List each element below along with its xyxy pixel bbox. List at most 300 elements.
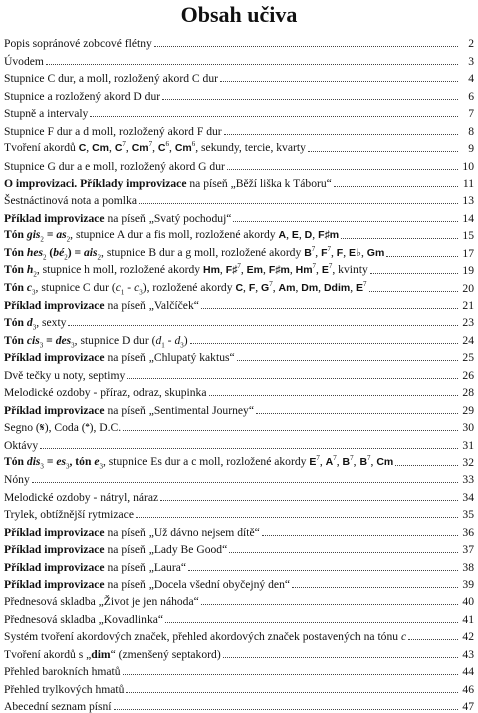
table-of-contents: [4, 33, 474, 713]
toc-page-number: 25: [462, 351, 474, 365]
toc-entry-text: B: [359, 455, 368, 468]
toc-entry-text: cis: [26, 333, 40, 347]
toc-entry-text: D: [304, 229, 313, 242]
toc-entry-text: Cm: [131, 142, 149, 155]
toc-entry-text: na píseň „Lady Be Good“: [104, 543, 228, 557]
toc-entry-text: O improvizaci. Příklady improvizace: [4, 176, 187, 190]
toc-entry-text: ,: [243, 280, 249, 294]
toc-entry: [4, 207, 474, 224]
dot-leader: [123, 674, 458, 675]
toc-entry-title: [4, 508, 134, 521]
toc-entry: [4, 155, 474, 172]
toc-entry-text: 7: [316, 454, 320, 463]
toc-entry-title: [4, 281, 367, 295]
toc-entry-text: e: [94, 454, 100, 468]
toc-entry-text: B: [304, 246, 312, 259]
toc-entry-text: F♯: [225, 264, 238, 277]
toc-entry: [4, 469, 474, 486]
toc-entry-text: es: [56, 454, 66, 468]
dot-leader: [209, 395, 458, 396]
dot-leader: [127, 378, 458, 379]
toc-entry-text: 3: [32, 323, 37, 332]
toc-entry: [4, 626, 474, 643]
toc-entry-title: [4, 491, 158, 504]
toc-entry-text: 2: [40, 235, 44, 244]
toc-entry-text: na píseň „Běží liška k Táboru“: [186, 176, 332, 190]
toc-entry-text: ,: [312, 228, 319, 242]
toc-entry: [4, 85, 474, 102]
toc-entry-text: E: [309, 455, 317, 468]
toc-entry-text: 7: [311, 244, 316, 253]
dot-leader: [292, 587, 458, 588]
toc-entry-text: Šestnáctinová nota a pomlka: [4, 194, 137, 208]
toc-entry-text: 7: [122, 140, 126, 149]
toc-page-number: 28: [462, 386, 474, 400]
toc-entry-text: C: [235, 281, 244, 294]
toc-entry: [4, 382, 474, 399]
toc-entry: [4, 643, 474, 660]
toc-entry: [4, 120, 474, 137]
toc-entry-text: Příklad improvizace: [4, 211, 105, 225]
toc-entry: [4, 33, 474, 50]
dot-leader: [32, 482, 458, 483]
dot-leader: [334, 186, 458, 187]
toc-entry-text: Trylek, obtížnější rytmizace: [4, 508, 134, 522]
toc-entry-text: Cm: [174, 142, 192, 155]
toc-entry-title: [4, 473, 30, 486]
dot-leader: [139, 203, 458, 204]
toc-entry-text: 3: [40, 462, 44, 471]
toc-page-number: 13: [462, 194, 474, 208]
toc-entry-text: Přednesová skladba „Kovadlinka“: [4, 612, 164, 626]
dot-leader: [386, 256, 458, 257]
dot-leader: [237, 360, 458, 361]
toc-entry-text: Tvoření akordů: [4, 141, 79, 155]
toc-entry-text: 2: [43, 253, 47, 261]
toc-entry-text: Příklad improvizace: [4, 351, 105, 365]
dot-leader: [40, 448, 458, 449]
toc-entry-text: ,: [295, 280, 302, 294]
toc-entry: [4, 608, 474, 625]
toc-entry-text: ,: [331, 245, 337, 259]
toc-entry-title: [4, 526, 260, 539]
toc-entry-text: ,: [263, 263, 269, 277]
toc-entry-text: 3: [99, 462, 103, 471]
toc-page-number: 35: [462, 508, 474, 522]
toc-entry: [4, 138, 474, 155]
toc-entry-text: , stupnice C dur (: [35, 280, 116, 294]
toc-entry-title: [4, 351, 235, 364]
toc-entry: [4, 190, 474, 207]
toc-entry-text: A: [278, 229, 287, 242]
toc-entry-text: F♯m: [268, 264, 290, 277]
toc-entry-text: na píseň „Docela všední obyčejný den“: [104, 578, 291, 591]
toc-entry-title: [4, 246, 384, 260]
dot-leader: [188, 570, 458, 571]
toc-entry-text: Gm: [366, 246, 385, 259]
toc-entry-text: Cm: [376, 455, 394, 468]
toc-entry-text: -: [164, 333, 175, 347]
dot-leader: [201, 308, 458, 309]
toc-entry-text: na píseň „Valčíček“: [104, 299, 199, 312]
toc-entry-title: [4, 177, 332, 190]
dot-leader: [408, 639, 458, 640]
toc-entry-text: 3: [32, 287, 36, 296]
toc-entry-text: Hm: [202, 264, 220, 277]
toc-entry-text: c: [26, 280, 33, 294]
toc-entry: [4, 661, 474, 678]
toc-entry-text: 3: [139, 287, 143, 296]
toc-page-number: 9: [468, 142, 474, 156]
toc-entry: [4, 417, 474, 434]
toc-entry-text: 6: [191, 140, 196, 149]
toc-entry-text: 7: [367, 454, 371, 463]
toc-entry-text: 7: [237, 262, 241, 271]
toc-entry-text: ,: [360, 245, 367, 259]
toc-entry: [4, 696, 474, 713]
toc-entry-text: ,: [152, 141, 158, 155]
toc-entry-text: , stupnice A dur a fis moll, rozložené akordy: [70, 228, 279, 242]
toc-page-number: 34: [462, 490, 474, 504]
toc-entry-text: ,: [169, 141, 175, 155]
toc-entry: [4, 329, 474, 350]
toc-entry-text: E: [356, 281, 364, 294]
toc-entry-title: [4, 683, 124, 696]
toc-entry-text: Stupnice F dur a d moll, rozložený akord F dur: [4, 124, 222, 138]
toc-entry-text: 1: [161, 341, 165, 350]
toc-entry-text: , stupnice B dur a g moll, rozložené akordy: [101, 245, 305, 259]
dot-leader: [165, 622, 458, 623]
toc-entry-title: [4, 194, 137, 207]
toc-entry-text: Cm: [92, 142, 110, 155]
toc-entry-text: ,: [289, 263, 296, 277]
toc-entry-title: [4, 90, 160, 103]
toc-page-number: 19: [462, 264, 474, 278]
toc-entry-text: Úvodem: [4, 54, 44, 68]
toc-entry-text: c: [400, 630, 407, 644]
toc-entry-text: Tón: [4, 263, 27, 277]
toc-entry-title: [4, 299, 199, 312]
toc-entry-text: ,: [86, 141, 93, 155]
toc-entry-text: Přednesová skladba „Život je jen náhoda“: [4, 595, 199, 609]
toc-entry-text: “ (zmenšený septakord): [110, 647, 221, 661]
toc-entry-text: ,: [255, 280, 262, 294]
toc-entry-title: [4, 613, 163, 626]
toc-entry-text: Tvoření akordů s „: [4, 647, 92, 661]
toc-entry-text: Em: [246, 264, 264, 277]
toc-entry-text: des: [55, 333, 72, 347]
toc-entry-text: 3: [39, 341, 44, 350]
toc-page-number: 23: [462, 316, 474, 330]
toc-page-number: 7: [468, 107, 474, 121]
toc-entry: [4, 556, 474, 573]
toc-entry-text: E: [321, 264, 329, 277]
toc-entry-text: 7: [312, 262, 317, 271]
toc-entry-text: Popis sopránové zobcové flétny: [4, 37, 152, 51]
toc-entry-text: dis: [26, 454, 41, 468]
toc-entry-text: 7: [328, 262, 333, 271]
toc-page-number: 32: [462, 455, 474, 469]
dot-leader: [262, 535, 458, 536]
toc-entry-title: [4, 421, 121, 434]
dot-leader: [370, 273, 458, 274]
dot-leader: [395, 465, 458, 466]
toc-entry-text: Nóny: [4, 473, 30, 487]
toc-entry: [4, 68, 474, 85]
dot-leader: [227, 169, 458, 170]
toc-page-number: 15: [462, 229, 474, 243]
toc-entry-title: [4, 630, 406, 643]
toc-entry-text: C: [114, 142, 123, 155]
toc-page-number: 14: [462, 211, 474, 225]
dot-leader: [154, 46, 458, 47]
toc-entry-text: Melodické ozdoby - nátryl, náraz: [4, 490, 159, 504]
toc-entry-text: ), rozložené akordy: [142, 280, 236, 294]
toc-entry-text: Stupnice G dur a e moll, rozložený akord G dur: [4, 159, 225, 173]
toc-entry-text: Stupnice a rozložený akord D dur: [4, 89, 161, 103]
toc-page-number: 21: [462, 299, 474, 312]
toc-entry-text: c: [134, 280, 140, 294]
toc-entry-text: 3: [66, 462, 70, 471]
toc-entry-text: E♭: [349, 246, 361, 259]
toc-entry-text: Tón: [4, 316, 27, 330]
toc-entry-text: 7: [363, 279, 367, 288]
toc-entry-text: G: [261, 281, 270, 294]
toc-entry-text: na píseň „Svatý pochoduj“: [104, 211, 232, 225]
toc-entry-text: Melodické ozdoby - příraz, odraz, skupinka: [4, 386, 207, 400]
toc-entry-text: 3: [71, 341, 75, 350]
toc-entry-text: C: [78, 142, 87, 155]
toc-entry-title: [4, 55, 44, 68]
dot-leader: [220, 81, 458, 82]
toc-entry-title: [4, 316, 67, 332]
toc-entry-title: [4, 595, 199, 608]
dot-leader: [369, 291, 458, 292]
dot-leader: [201, 604, 458, 605]
toc-entry: [4, 591, 474, 608]
toc-entry-text: 7: [327, 244, 331, 253]
toc-entry-text: ,: [272, 280, 279, 294]
toc-entry-text: hes: [26, 245, 43, 259]
toc-entry: [4, 103, 474, 120]
toc-page-number: 43: [462, 647, 474, 661]
toc-entry-text: , tón: [69, 454, 95, 468]
toc-entry-text: , stupnice h moll, rozložené akordy: [36, 263, 203, 277]
dot-leader: [114, 709, 458, 710]
toc-entry-text: Ddim: [323, 281, 351, 294]
toc-entry: [4, 452, 474, 469]
toc-entry-text: F: [248, 281, 256, 294]
toc-page-number: 6: [468, 89, 474, 103]
toc-entry: [4, 225, 474, 242]
toc-entry-text: A: [325, 455, 334, 468]
toc-entry: [4, 539, 474, 556]
toc-entry-text: ,: [125, 141, 132, 155]
toc-entry-text: =: [43, 333, 56, 347]
toc-entry-text: Příklad improvizace: [4, 299, 105, 312]
dot-leader: [190, 343, 458, 344]
toc-page-number: 37: [462, 543, 474, 557]
toc-entry-title: [4, 386, 207, 399]
toc-entry-text: d: [26, 316, 33, 330]
toc-page-number: 29: [462, 403, 474, 417]
toc-entry: [4, 295, 474, 312]
toc-entry-text: , sexty: [36, 316, 67, 330]
toc-entry-text: d: [174, 333, 181, 347]
dot-leader: [341, 238, 458, 239]
toc-entry-text: , stupnice D dur (: [74, 333, 156, 347]
toc-entry-text: ,: [109, 141, 115, 155]
toc-page-number: 17: [462, 246, 474, 260]
toc-entry-text: , sekundy, tercie, kvarty: [195, 141, 306, 155]
toc-entry-text: ) =: [67, 245, 84, 259]
toc-entry-text: E: [291, 229, 299, 242]
toc-entry-text: Stupnice C dur, a moll, rozložený akord C dur: [4, 72, 218, 86]
toc-entry-text: 7: [350, 454, 354, 463]
toc-entry: [4, 521, 474, 538]
toc-entry-text: ,: [353, 454, 360, 468]
toc-entry-text: 1: [120, 287, 125, 296]
toc-entry-text: ,: [316, 263, 322, 277]
toc-entry: [4, 504, 474, 521]
toc-entry: [4, 399, 474, 416]
toc-page-number: 26: [462, 368, 474, 382]
toc-entry-text: Tón: [4, 333, 27, 347]
toc-entry-text: 2: [97, 253, 102, 261]
toc-page-number: 30: [462, 421, 474, 435]
toc-entry-text: na píseň „Sentimental Journey“: [104, 403, 254, 417]
toc-page-number: 31: [462, 438, 474, 452]
toc-entry-title: [4, 107, 88, 120]
toc-entry-text: =: [43, 454, 57, 468]
toc-entry-title: [4, 543, 227, 556]
toc-entry-title: [4, 439, 38, 452]
toc-entry-title: [4, 72, 218, 85]
toc-entry: [4, 434, 474, 451]
toc-page-number: 4: [468, 72, 474, 86]
toc-entry-text: na píseň „Už dávno nejsem dítě“: [104, 525, 260, 539]
toc-entry-text: 2: [64, 253, 68, 261]
toc-entry-title: [4, 700, 112, 713]
toc-entry: [4, 50, 474, 67]
page-title: Obsah učiva: [180, 2, 298, 27]
dot-leader: [224, 134, 458, 135]
toc-entry-text: (: [46, 245, 54, 259]
toc-entry: [4, 486, 474, 503]
toc-page-number: 2: [468, 37, 474, 51]
dot-leader: [126, 692, 458, 693]
toc-entry: [4, 678, 474, 695]
toc-entry-text: ,: [319, 454, 326, 468]
toc-entry-text: Stupně a intervaly: [4, 107, 89, 121]
toc-entry-title: [4, 125, 222, 138]
dot-leader: [229, 552, 458, 553]
toc-entry-text: gis: [26, 228, 41, 242]
toc-entry-text: dim: [91, 647, 111, 661]
toc-entry-text: na píseň „Chlupatý kaktus“: [104, 351, 235, 365]
toc-page-number: 20: [462, 281, 474, 295]
toc-entry-text: 7: [148, 140, 153, 149]
toc-entry-text: ,: [219, 263, 226, 277]
toc-entry-title: [4, 333, 188, 350]
toc-entry-text: Dm: [301, 281, 319, 294]
toc-page-number: 3: [468, 54, 474, 68]
toc-entry-text: 2: [33, 270, 37, 279]
toc-entry: [4, 173, 474, 190]
toc-entry-text: F: [336, 246, 344, 259]
toc-page-number: 42: [462, 630, 474, 644]
toc-entry-text: na píseň „Laura“: [104, 560, 187, 574]
toc-entry-text: 2: [66, 235, 71, 244]
toc-entry-text: bé: [53, 245, 65, 259]
toc-entry-text: Hm: [295, 264, 313, 277]
toc-entry: [4, 312, 474, 332]
toc-entry: [4, 277, 474, 294]
toc-entry-text: ,: [318, 280, 324, 294]
toc-entry-text: d: [155, 333, 162, 347]
toc-entry-text: C: [157, 142, 166, 155]
toc-entry-text: c: [115, 280, 121, 294]
toc-page-number: 41: [462, 612, 474, 626]
toc-entry-title: [4, 455, 393, 469]
toc-page-number: 40: [462, 595, 474, 609]
toc-entry-text: Přehled trylkových hmatů: [4, 682, 125, 696]
toc-entry: [4, 242, 474, 259]
toc-entry-title: [4, 665, 121, 678]
toc-entry-text: 7: [333, 454, 337, 463]
toc-entry-text: , kvinty: [332, 263, 368, 277]
toc-page-number: 24: [462, 333, 474, 347]
toc-page-number: 38: [462, 560, 474, 574]
toc-entry-text: h: [26, 263, 34, 277]
toc-entry-text: =: [43, 228, 57, 242]
dot-leader: [90, 116, 458, 117]
toc-entry-title: [4, 561, 186, 574]
toc-entry-text: Tón: [4, 228, 27, 242]
toc-entry-text: ,: [298, 228, 305, 242]
dot-leader: [160, 500, 458, 501]
toc-entry-text: -: [124, 280, 135, 294]
toc-entry-text: Abecední seznam písní: [4, 700, 112, 713]
dot-leader: [308, 151, 458, 152]
toc-page-number: 39: [462, 578, 474, 591]
toc-entry: [4, 364, 474, 381]
dot-leader: [68, 325, 458, 326]
toc-entry-text: Segno (𝄋), Coda (𝄌), D.C.: [4, 421, 122, 435]
toc-entry-text: ais: [83, 245, 98, 259]
toc-entry-text: , stupnice Es dur a c moll, rozložené akordy: [102, 454, 310, 468]
dot-leader: [233, 221, 458, 222]
toc-page-number: 33: [462, 473, 474, 487]
toc-entry-text: 3: [180, 341, 184, 350]
toc-entry-text: ,: [350, 280, 356, 294]
toc-entry-text: Příklad improvizace: [4, 578, 105, 591]
toc-page-number: 36: [462, 525, 474, 539]
toc-entry-text: Přehled barokních hmatů: [4, 665, 121, 679]
toc-entry-text: Dvě tečky u noty, septimy: [4, 368, 126, 382]
toc-entry-title: [4, 228, 339, 242]
toc-entry-text: Systém tvoření akordových značek, přehled akordových značek postavených na tónu: [4, 630, 401, 644]
toc-entry-title: [4, 404, 254, 417]
toc-page-number: 46: [462, 682, 474, 696]
toc-entry-text: Příklad improvizace: [4, 560, 105, 574]
toc-entry-text: 7: [269, 279, 273, 288]
toc-entry-title: [4, 141, 306, 155]
toc-entry: [4, 574, 474, 591]
toc-entry-title: [4, 578, 290, 591]
dot-leader: [223, 657, 458, 658]
toc-page-number: 47: [462, 700, 474, 713]
